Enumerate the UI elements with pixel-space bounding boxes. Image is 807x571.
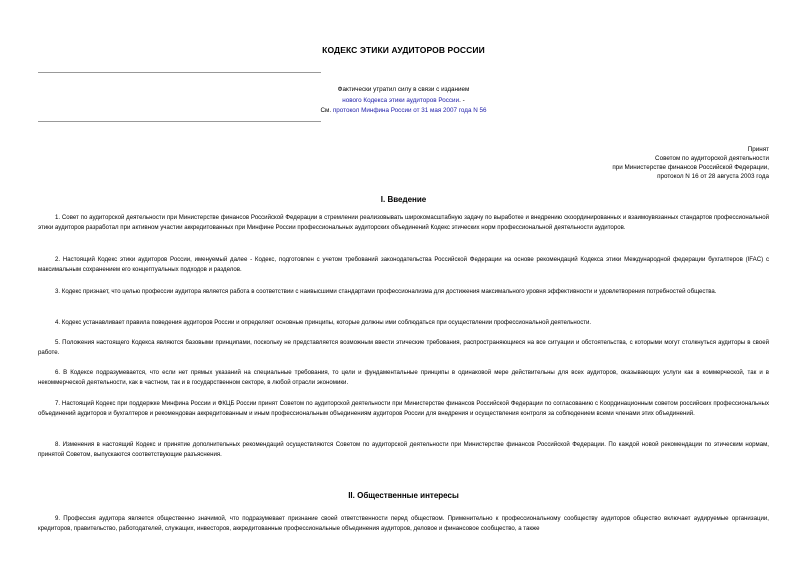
repeal-notice	[180, 85, 627, 117]
paragraph: 5. Положения настоящего Кодекса являются базовыми принципами, поскольку не представляется возможным ввести этические требования, распространяющиеся на все ситуации и обстоятельства, с которыми могут столкнуться аудиторы в своей работе.	[38, 339, 769, 356]
paragraph: 4. Кодекс устанавливает правила поведения аудиторов России и определяет основные принципы, которые должны ими соблюдаться при осуществлении профессиональной деятельности.	[55, 319, 592, 326]
paragraph: 8. Изменения в настоящий Кодекс и принятие дополнительных рекомендаций осуществляются Советом по аудиторской деятельности при Министерстве финансов Российской Федерации. По каждой новой рекомендации по этическим нормам, принятой Советом, выпускаются соответствующие разъяснения.	[38, 441, 769, 458]
notice-line-2	[180, 96, 627, 107]
bottom-divider	[38, 121, 321, 122]
paragraph: 9. Профессия аудитора является общественно значимой, что подразумевает признание своей ответственности перед обществом. Применительно к профессиональному сообществу аудиторов общество включает аудируемые организации, кредиторов, правительство, работодателей, служащих, инвесторов, аккредитованные профессиональные объединения аудиторов, деловое и финансовое сообщество, а также	[38, 515, 769, 532]
paragraph: 6. В Кодексе подразумевается, что если нет прямых указаний на специальные требования, то цели и фундаментальные принципы в одинаковой мере действительны для всех аудиторов, оказывающих услуги как в коммерческой, так и в некоммерческой деятельности, как в частном, так и в государственном секторе, в любой отрасли экономики.	[38, 369, 769, 386]
notice-line-2-suffix: . -	[459, 96, 465, 104]
notice-line-3-prefix: См.	[320, 107, 333, 114]
adopted-line-4: протокол N 16 от 28 августа 2003 года	[657, 173, 769, 180]
paragraph: 1. Совет по аудиторской деятельности при Министерстве финансов Российской Федерации в стремлении реализовывать широкомасштабную задачу по выработке и внедрению скоординированных и взаимоувязанных стандартов профессиональной этики аудиторов разработал при активном участии аккредитованных при Минфине России профессиональных аудиторских объединений Кодекс этических норм профессиональной деятельности аудиторов.	[38, 214, 769, 231]
paragraph: 3. Кодекс признает, что целью профессии аудитора является работа в соответствии с наивысшими стандартами профессионализма для достижения максимального уровня эффективности и удовлетворения потребностей общества.	[55, 288, 717, 295]
adopted-line-1: Принят	[747, 146, 769, 153]
paragraph: 2. Настоящий Кодекс этики аудиторов России, именуемый далее - Кодекс, подготовлен с учетом требований законодательства Российской Федерации на основе рекомендаций Кодекса этики Международной федерации бухгалтеров (IFAC) с максимальным сохранением его концептуальных подходов и разделов.	[38, 256, 769, 273]
adopted-line-3: при Министерстве финансов Российской Федерации,	[612, 164, 769, 171]
protocol-link[interactable]: протокол Минфина России от 31 мая 2007 года N 56	[332, 107, 487, 114]
new-code-link[interactable]: нового Кодекса этики аудиторов России	[342, 96, 460, 104]
adopted-line-2: Советом по аудиторской деятельности	[655, 155, 769, 162]
notice-line-3	[180, 106, 627, 117]
top-divider	[38, 72, 321, 73]
adoption-block	[469, 145, 769, 181]
section-heading: II. Общественные интересы	[348, 491, 459, 500]
document-title: КОДЕКС ЭТИКИ АУДИТОРОВ РОССИИ	[322, 45, 485, 55]
notice-line-1: Фактически утратил силу в связи с изданием	[337, 86, 470, 93]
paragraph: 7. Настоящий Кодекс при поддержке Минфина России и ФКЦБ России принят Советом по аудиторской деятельности при Министерстве финансов Российской Федерации по согласованию с Координационным советом российских профессиональных объединений аудиторов и бухгалтеров и рекомендован аккредитованным и иным профессиональным объединениям аудиторов России для внедрения и осуществления контроля за соблюдением всеми членами этих объединений.	[38, 400, 769, 417]
section-heading: I. Введение	[380, 195, 427, 204]
